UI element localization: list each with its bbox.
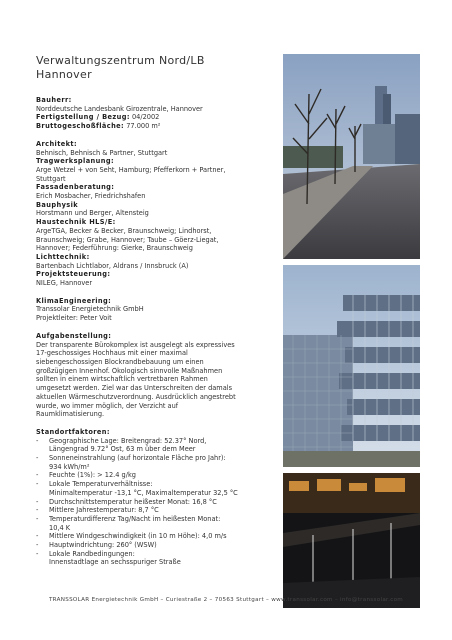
standort-item [36,471,276,480]
steuerung-label: Projektsteuerung: [36,270,111,279]
fertigstellung-label: Fertigstellung / Bezug: [36,113,130,122]
klima-line-1: Transsolar Energietechnik GmbH [36,305,144,314]
licht-label: Lichttechnik: [36,252,90,261]
fassade-value: Erich Mosbacher, Friedrichshafen [36,192,146,201]
info-column [36,96,276,576]
bauphysik-value: Horstmann und Berger, Altensteig [36,209,149,218]
standort-item [36,454,276,471]
steuerung-value: NILEG, Hannover [36,279,93,288]
page-title [36,54,276,82]
standort-label: Standortfaktoren: [36,427,110,436]
klima-label: KlimaEngineering: [36,296,112,305]
standort-item-line: Geographische Lage: Breitengrad: 52.37° Nord, [49,436,207,445]
standort-item-line: Sonneneinstrahlung (auf horizontale Fläche pro Jahr): [49,454,226,463]
aufgabe-text [36,341,276,419]
architekt-value: Behnisch, Behnisch & Partner, Stuttgart [36,148,168,157]
aufgabe-line: 17-geschossiges Hochhaus mit einer maximal [36,349,188,358]
aufgabe-line: Der transparente Bürokomplex ist ausgelegt als expressives [36,340,235,349]
list-dash: - [36,506,39,515]
bgf-label: Bruttogeschoßfläche: [36,122,125,131]
list-dash: - [36,454,39,463]
aufgabe-line: umgesetzt werden. Ziel war das Unterschreiten der damals [36,384,233,393]
tragwerk-label: Tragwerksplanung: [36,157,114,166]
standort-item-line: Innenstadtlage an sechsspuriger Straße [49,558,181,567]
haustechnik-line-2: Braunschweig; Grabe, Hannover; Taube – Göerz-Liegat, [36,235,219,244]
standort-item [36,437,276,454]
haustechnik-line-1: ArgeTGA, Becker & Becker, Braunschweig; Lindhorst, [36,226,212,235]
bauherr-value: Norddeutsche Landesbank Girozentrale, Hannover [36,104,203,113]
standort-item-line: Lokale Temperaturverhältnisse: [49,480,153,489]
standort-section [36,428,276,567]
team-section [36,140,276,288]
aufgabe-line: siebengeschossigen Blockrandbebauung um einen [36,357,204,366]
list-dash: - [36,514,39,523]
aufgabe-line: wurde, wo immer möglich, der Verzicht auf [36,401,179,410]
list-dash: - [36,532,39,541]
standort-item-line: 934 kWh/m² [49,462,90,471]
bgf-value: 77.000 m² [126,122,161,131]
list-dash: - [36,497,39,506]
fassade-label: Fassadenberatung: [36,183,115,192]
standort-item-line: Mittlere Jahrestemperatur: 8,7 °C [49,506,159,515]
klima-section [36,297,276,323]
klima-line-2: Projektleiter: Peter Voit [36,314,112,323]
photo-street-view [283,54,420,259]
licht-value: Bartenbach Lichtlabor, Aldrans / Innsbruck (A) [36,261,189,270]
standort-item-line: 10,4 K [49,523,71,532]
project-section [36,96,276,131]
list-dash: - [36,480,39,489]
standort-item-line: Hauptwindrichtung: 260° (WSW) [49,541,157,550]
standort-list [36,437,276,568]
standort-item-line: Längengrad 9.72° Ost, 63 m über dem Meer [49,445,196,454]
haustechnik-label: Haustechnik HLS/E: [36,218,116,227]
list-dash: - [36,549,39,558]
standort-item-line: Durchschnittstemperatur heißester Monat: 16,8 °C [49,497,217,506]
page-footer: TRANSSOLAR Energietechnik GmbH – Curiestraße 2 – 70563 Stuttgart – www.transsolar.com – info@transsolar.com [48,597,404,603]
bauphysik-label: Bauphysik [36,200,79,209]
aufgabe-line: sollten in einem wirtschaftlich vertretbaren Rahmen [36,375,208,384]
tragwerk-line-1: Arge Wetzel + von Seht, Hamburg; Pfefferkorn + Partner, [36,165,226,174]
standort-item-line: Minimaltemperatur -13,1 °C, Maximaltemperatur 32,5 °C [49,488,238,497]
standort-item [36,498,276,507]
architekt-label: Architekt: [36,139,78,148]
list-dash: - [36,541,39,550]
standort-item-line: Feuchte (1%): > 12.4 g/kg [49,471,136,480]
standort-item [36,550,276,567]
standort-item-line: Temperaturdifferenz Tag/Nacht im heißesten Monat: [49,514,221,523]
tragwerk-line-2: Stuttgart [36,174,66,183]
title-line-2: Hannover [36,68,92,81]
bauherr-label: Bauherr: [36,96,72,104]
list-dash: - [36,436,39,445]
standort-item-line: Mittlere Windgeschwindigkeit (in 10 m Höhe): 4,0 m/s [49,532,227,541]
fertigstellung-value: 04/2002 [131,113,160,122]
standort-item [36,506,276,515]
aufgabe-label: Aufgabenstellung: [36,331,112,340]
standort-item [36,515,276,532]
aufgabe-line: aktuellen Wärmeschutzverordnung. Ausdrücklich angestrebt [36,392,236,401]
standort-item [36,541,276,550]
aufgabe-line: Raumklimatisierung. [36,410,105,419]
standort-item [36,480,276,497]
haustechnik-line-3: Hannover; Federführung: Gierke, Braunschweig [36,244,193,253]
aufgabe-section [36,332,276,419]
standort-item-line: Lokale Randbedingungen: [49,549,135,558]
photo-facade-detail [283,265,420,467]
aufgabe-line: großzügigen Innenhof. Ökologisch sinnvolle Maßnahmen [36,366,223,375]
photo-night-courtyard [283,473,420,608]
title-line-1: Verwaltungszentrum Nord/LB [36,54,205,67]
photo-column [283,54,420,608]
standort-item [36,532,276,541]
list-dash: - [36,471,39,480]
